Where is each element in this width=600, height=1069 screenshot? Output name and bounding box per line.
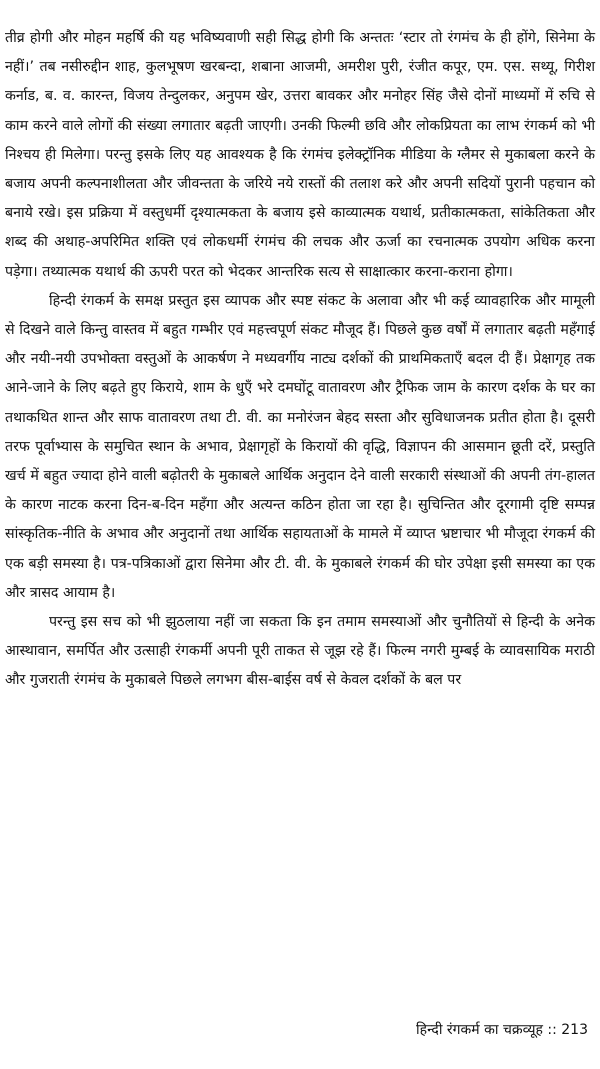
footer-separator: :: xyxy=(547,1022,557,1038)
paragraph-dedicated-artists: परन्तु इस सच को भी झुठलाया नहीं जा सकता कि इन तमाम समस्याओं और चुनौतियों से हिन्दी के अनेक आस्थावान, समर्पित और उत्साही रंगकर्मी अपनी पूरी ताकत से जूझ रहे हैं। फिल्म नगरी मुम्बई के व्यावसायिक मराठी और गुजराती रंगमंच के मुकाबले पिछले लगभग बीस-बाईस वर्ष से केवल दर्शकों के बल पर xyxy=(5,614,595,689)
page-number: 213 xyxy=(561,1022,588,1038)
paragraph-continued: तीव्र होगी और मोहन महर्षि की यह भविष्यवाणी सही सिद्ध होगी कि अन्ततः ‘स्टार तो रंगमंच के ही होंगे, सिनेमा के नहीं।’ तब नसीरुद्दीन शाह, कुलभूषण खरबन्दा, शबाना आजमी, अमरीश पुरी, रंजीत कपूर, एम. एस. सथ्यू, गिरीश कर्नाड, ब. व. कारन्त, विजय तेन्दुलकर, अनुपम खेर, उत्तरा बावकर और मनोहर सिंह जैसे दोनों माध्यमों में रुचि से काम करने वाले लोगों की संख्या लगातार बढ़ती जाएगी। उनकी फिल्मी छवि और लोकप्रियता का लाभ रंगकर्म को भी निश्चय ही मिलेगा। परन्तु इसके लिए यह आवश्यक है कि रंगमंच इलेक्ट्रॉनिक मीडिया के ग्लैमर से मुकाबला करने के बजाय अपनी कल्पनाशीलता और जीवन्तता के जरिये नये रास्तों की तलाश करे और अपनी सदियों पुरानी पहचान को बनाये रखे। इस प्रक्रिया में वस्तुधर्मी दृश्यात्मकता के बजाय इसे काव्यात्मक यथार्थ, प्रतीकात्मकता, सांकेतिकता और शब्द की अथाह-अपरिमित शक्ति एवं लोकधर्मी रंगमंच की लचक और ऊर्जा का रचनात्मक उपयोग अधिक करना पड़ेगा। तथ्यात्मक यथार्थ की ऊपरी परत को भेदकर आन्तरिक सत्य से साक्षात्कार करना-कराना होगा। xyxy=(5,30,595,280)
page-footer xyxy=(416,1020,588,1039)
running-title: हिन्दी रंगकर्म का चक्रव्यूह xyxy=(416,1022,543,1038)
paragraph-theatre-crisis: हिन्दी रंगकर्म के समक्ष प्रस्तुत इस व्यापक और स्पष्ट संकट के अलावा और भी कई व्यावहारिक और मामूली से दिखने वाले किन्तु वास्तव में बहुत गम्भीर एवं महत्त्वपूर्ण संकट मौजूद हैं। पिछले कुछ वर्षों में लगातार बढ़ती महँगाई और नयी-नयी उपभोक्ता वस्तुओं के आकर्षण ने मध्यवर्गीय नाट्य दर्शकों की प्राथमिकताएँ बदल दी हैं। प्रेक्षागृह तक आने-जाने के लिए बढ़ते हुए किराये, शाम के धुएँ भरे दमघोंटू वातावरण और ट्रैफिक जाम के कारण दर्शक के घर का तथाकथित शान्त और साफ वातावरण तथा टी. वी. का मनोरंजन बेहद सस्ता और सुविधाजनक प्रतीत होता है। दूसरी तरफ पूर्वाभ्यास के समुचित स्थान के अभाव, प्रेक्षागृहों के किरायों की वृद्धि, विज्ञापन की आसमान छूती दरें, प्रस्तुति खर्च में बहुत ज्यादा होने वाली बढ़ोतरी के मुकाबले आर्थिक अनुदान देने वाली सरकारी संस्थाओं की अपनी तंग-हालत के कारण नाटक करना दिन-ब-दिन महँगा और अत्यन्त कठिन होता जा रहा है। सुचिन्तित और दूरगामी दृष्टि सम्पन्न सांस्कृतिक-नीति के अभाव और अनुदानों तथा आर्थिक सहायताओं के मामले में व्याप्त भ्रष्टाचार भी मौजूदा रंगकर्म की एक बड़ी समस्या है। पत्र-पत्रिकाओं द्वारा सिनेमा और टी. वी. के मुकाबले रंगकर्म की घोर उपेक्षा इसी समस्या का एक और त्रासद आयाम है। xyxy=(5,292,595,601)
